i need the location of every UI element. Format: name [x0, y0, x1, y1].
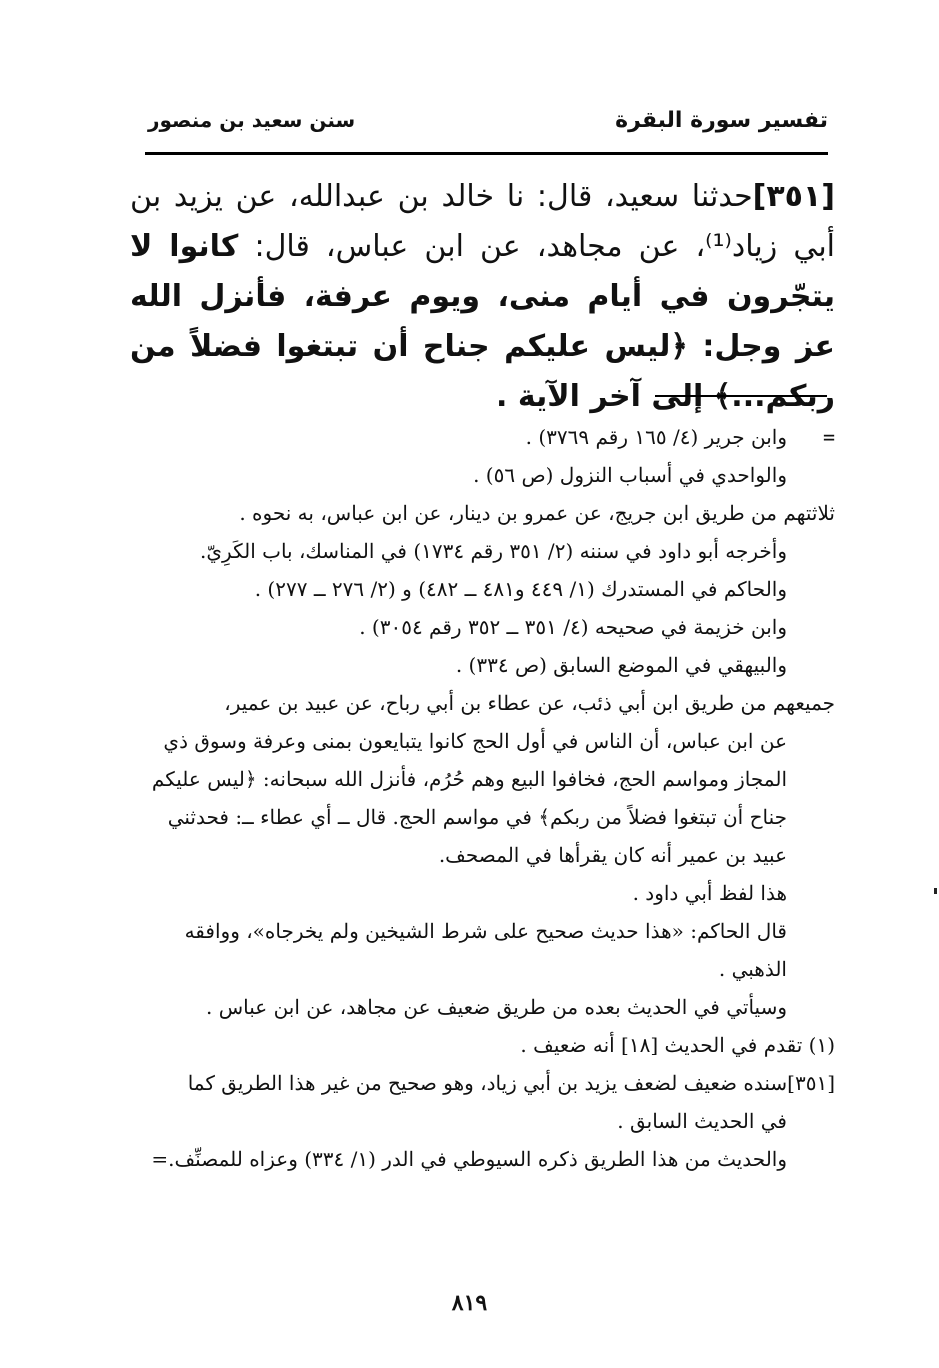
hadith-matn: كانوا لا يتجّرون في أيام منى، ويوم عرفة، فأنزل الله عز وجل: ﴿ليس عليكم جناح أن تبتغوا فضلاً من ربكم...﴾ إلى آخر الآية .: [130, 229, 835, 414]
footnote-line: [133, 760, 835, 798]
footnote-line: [133, 494, 835, 532]
footnote-line: [133, 1026, 835, 1064]
page-number: ٨١٩: [451, 1290, 488, 1316]
footnote-line: [133, 418, 835, 456]
continuation-marker: =: [822, 425, 835, 449]
footnote-text: عن ابن عباس، أن الناس في أول الحج كانوا يتبايعون بمنى وعرفة وسوق ذي: [163, 729, 787, 753]
hadith-number: [٣٥١]: [752, 179, 835, 214]
footnote-text: عبيد بن عمير أنه كان يقرأها في المصحف.: [438, 843, 787, 867]
footnote-text: وأخرجه أبو داود في سننه (٢/ ٣٥١ رقم ١٧٣٤) في المناسك، باب الكَرِيّ.: [200, 539, 787, 563]
footnote-text: الذهبي .: [718, 957, 787, 981]
running-header: [148, 108, 828, 148]
footnote-text: وابن جرير (٤/ ١٦٥ رقم ٣٧٦٩) .: [525, 425, 787, 449]
footnote-text: والحاكم في المستدرك (١/ ٤٤٩ و٤٨١ ــ ٤٨٢) و (٢/ ٢٧٦ ــ ٢٧٧) .: [254, 577, 787, 601]
footnote-text: جناح أن تبتغوا فضلاً من ربكم﴾ في مواسم الحج. قال ــ أي عطاء ــ: فحدثني: [167, 805, 787, 829]
footnote-line: [133, 570, 835, 608]
footnote-text: هذا لفظ أبي داود .: [632, 881, 787, 905]
footnote-line: [133, 722, 835, 760]
footnote-line: [133, 1140, 835, 1178]
footnote-line: [133, 950, 835, 988]
footnote-text: في الحديث السابق .: [617, 1109, 787, 1133]
header-surah-title: تفسير سورة البقرة: [615, 108, 828, 133]
footnote-text: والبيهقي في الموضع السابق (ص ٣٣٤) .: [455, 653, 787, 677]
footnote-line: [133, 912, 835, 950]
footnote-line: [133, 988, 835, 1026]
footnote-text: والحديث من هذا الطريق ذكره السيوطي في الدر (١/ ٣٣٤) وعزاه للمصنِّف.=: [151, 1147, 787, 1171]
footnote-line: [133, 456, 835, 494]
hadith-chain: حدثنا سعيد، قال: نا خالد بن عبدالله، عن يزيد بن أبي زياد⁽¹⁾، عن مجاهد، عن ابن عباس، قال:: [130, 179, 836, 264]
footnote-text: المجاز ومواسم الحج، فخافوا البيع وهم حُرُم، فأنزل الله سبحانه: ﴿ليس عليكم: [151, 767, 787, 791]
footnote-text: قال الحاكم: «هذا حديث صحيح على شرط الشيخين ولم يخرجاه»، ووافقه: [184, 919, 787, 943]
footnote-line: [133, 798, 835, 836]
footnote-text: وابن خزيمة في صحيحه (٤/ ٣٥١ ــ ٣٥٢ رقم ٣٠٥٤) .: [359, 615, 787, 639]
header-divider: [145, 152, 828, 155]
footnote-text: (١) تقدم في الحديث [١٨] أنه ضعيف .: [520, 1033, 835, 1057]
footnote-text: والواحدي في أسباب النزول (ص ٥٦) .: [473, 463, 787, 487]
footnote-line: [133, 646, 835, 684]
footnote-line: [133, 1064, 835, 1102]
footnote-line: [133, 608, 835, 646]
footnotes: [133, 418, 835, 1178]
footnote-text: جميعهم من طريق ابن أبي ذئب، عن عطاء بن أبي رباح، عن عبيد بن عمير،: [224, 691, 835, 715]
footnote-text: ثلاثتهم من طريق ابن جريج، عن عمرو بن دينار، عن ابن عباس، به نحوه .: [239, 501, 835, 525]
hadith-text: [130, 172, 835, 422]
header-book-title: سنن سعيد بن منصور: [148, 108, 356, 132]
footnote-line: [133, 836, 835, 874]
footnote-separator: [655, 395, 827, 397]
footnote-text: وسيأتي في الحديث بعده من طريق ضعيف عن مجاهد، عن ابن عباس .: [206, 995, 787, 1019]
scan-speck: [934, 888, 937, 894]
footnote-line: [133, 874, 835, 912]
footnote-text: [٣٥١]سنده ضعيف لضعف يزيد بن أبي زياد، وهو صحيح من غير هذا الطريق كما: [187, 1071, 835, 1095]
footnote-line: [133, 1102, 835, 1140]
footnote-line: [133, 684, 835, 722]
footnote-line: [133, 532, 835, 570]
